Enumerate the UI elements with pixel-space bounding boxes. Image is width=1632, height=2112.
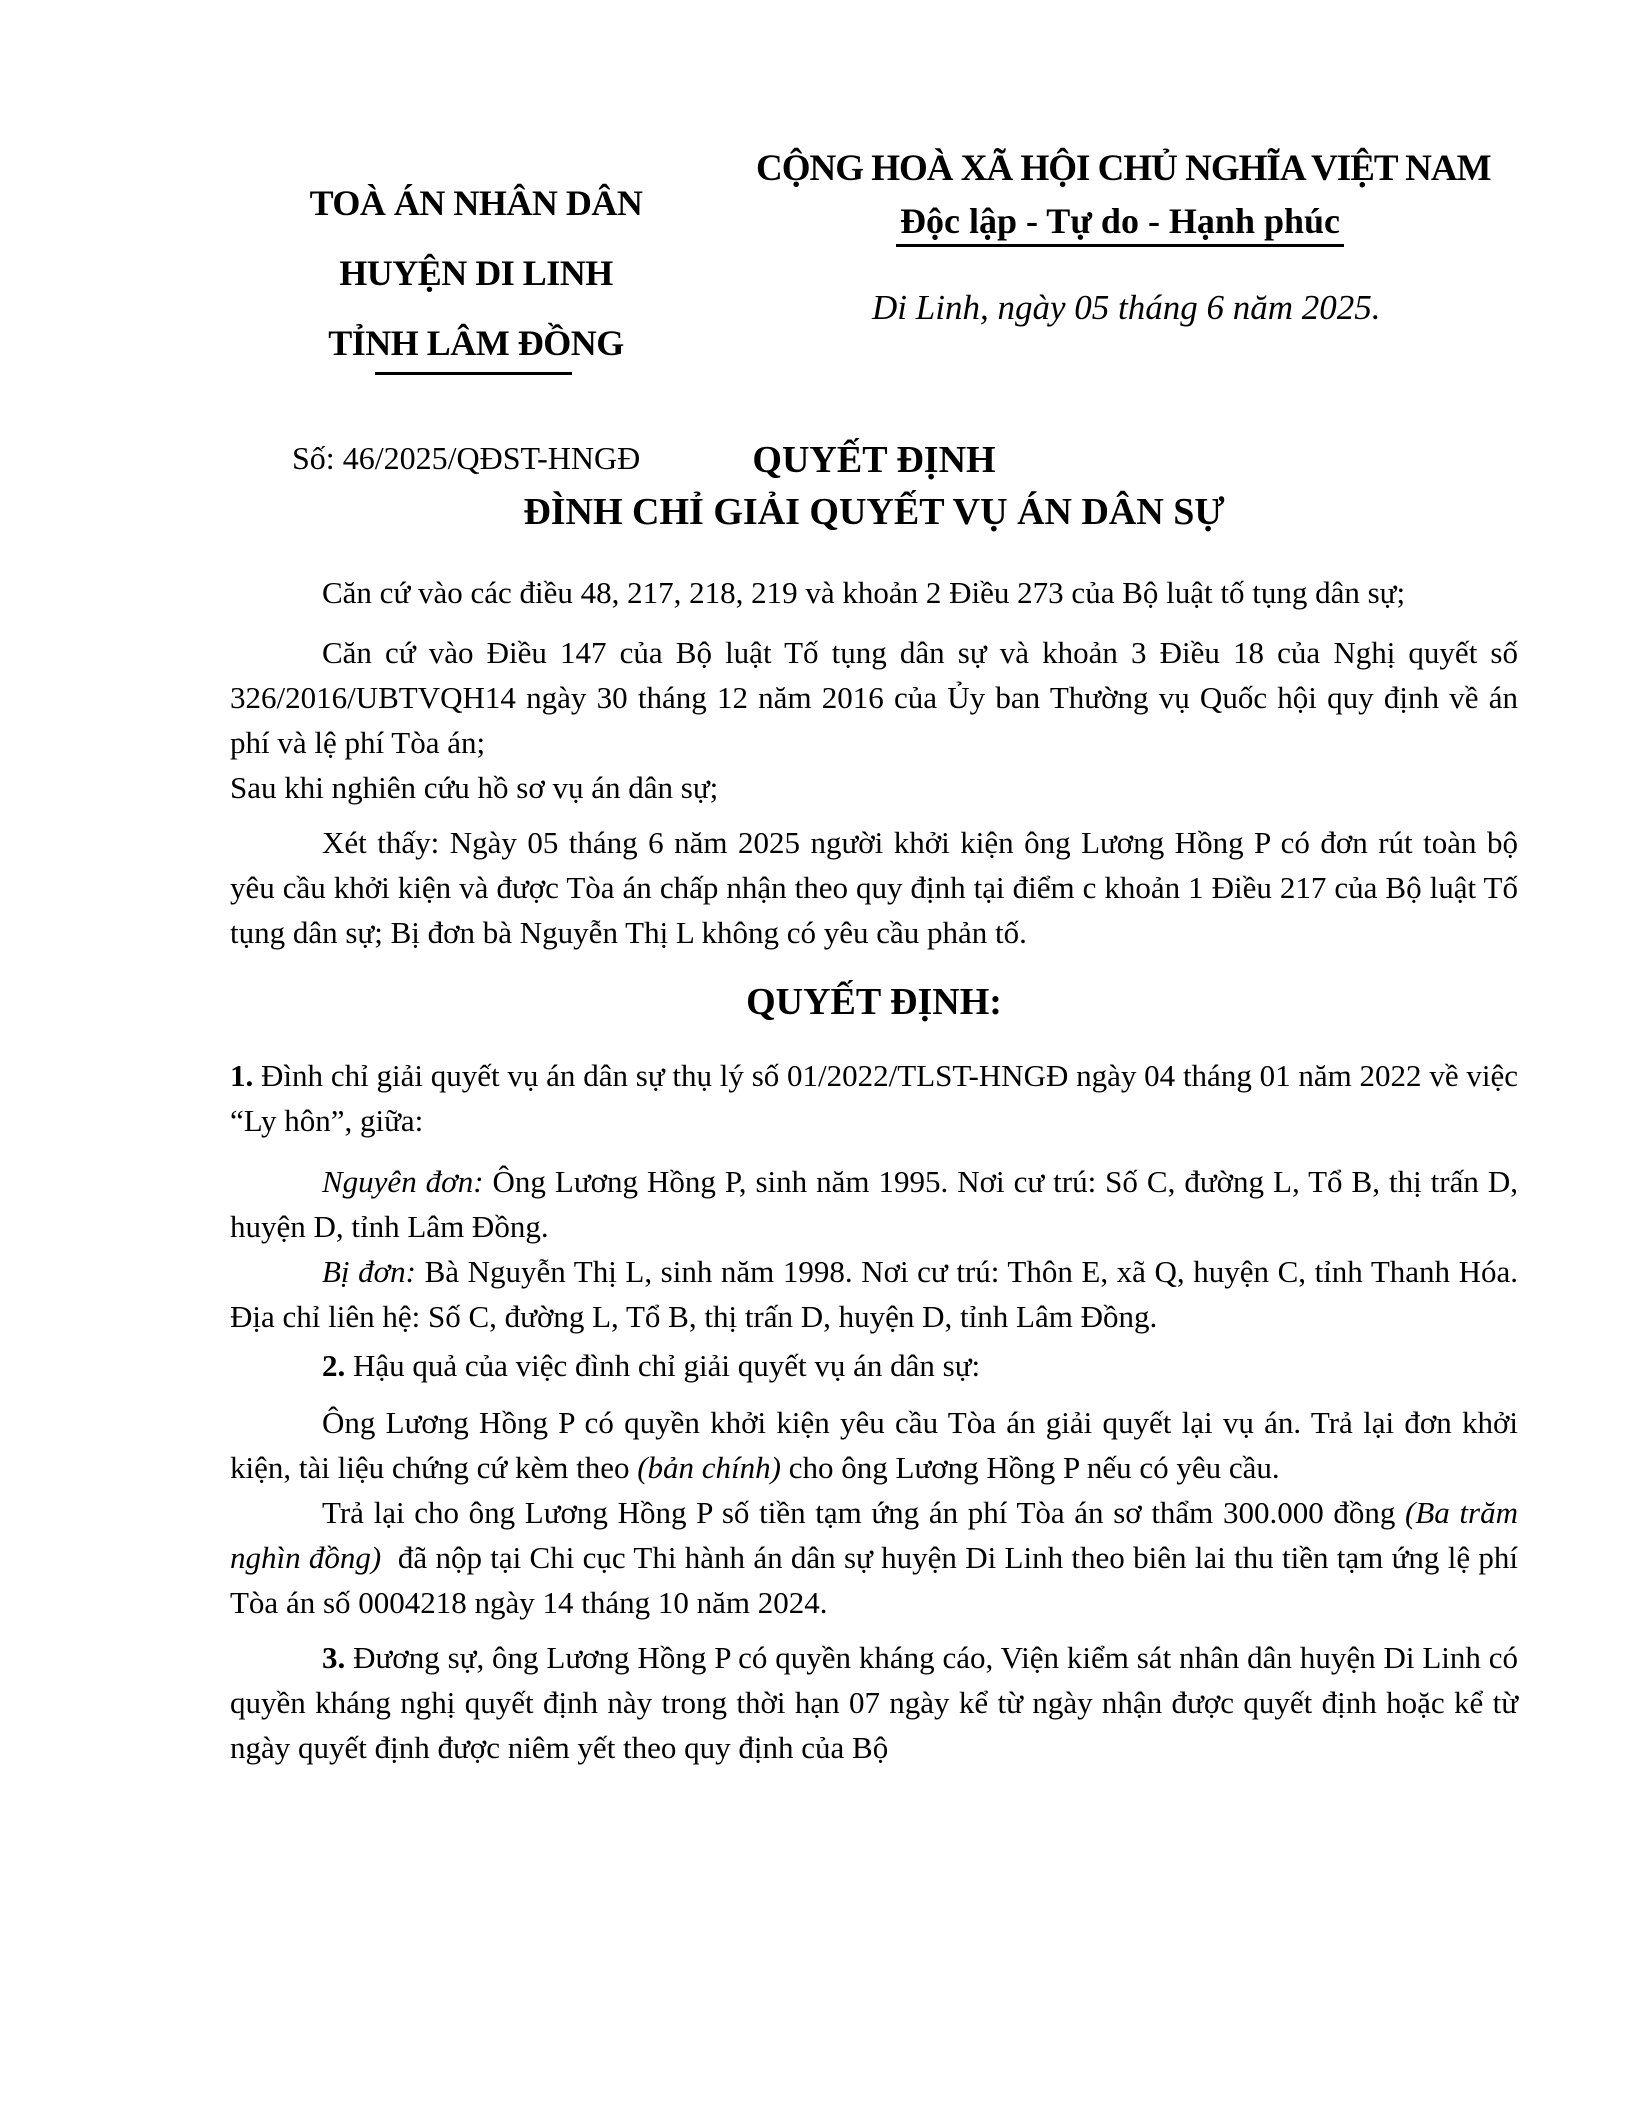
consequence-2-emphasis: (Ba trăm nghìn đồng) [230,1495,1518,1575]
consequence-2-before: Trả lại cho ông Lương Hồng P số tiền tạm ứng án phí Tòa án sơ thẩm 300.000 đồng [322,1495,1406,1530]
national-motto: Độc lập - Tự do - Hạnh phúc [896,200,1344,247]
consequence-1-after: cho ông Lương Hồng P nếu có yêu cầu. [781,1450,1280,1485]
plaintiff-paragraph [230,1159,1518,1249]
court-name-line2: HUYỆN DI LINH [339,253,613,293]
decision-item-2-number: 2. [322,1348,346,1383]
consequence-2-after: đã nộp tại Chi cục Thi hành án dân sự huyện Di Linh theo biên lai thu tiền tạm ứng lệ phí Tòa án số 0004218 ngày 14 tháng 10 năm 2024. [230,1540,1518,1620]
plaintiff-label: Nguyên đơn: [322,1164,484,1199]
place-date-line: Di Linh, ngày 05 tháng 6 năm 2025. [872,288,1381,327]
preamble-findings: Xét thấy: Ngày 05 tháng 6 năm 2025 người khởi kiện ông Lương Hồng P có đơn rút toàn bộ yêu cầu khởi kiện và được Tòa án chấp nhận theo quy định tại điểm c khoản 1 Điều 217 của Bộ luật Tố tụng dân sự; Bị đơn bà Nguyễn Thị L không có yêu cầu phản tố. [230,825,1518,950]
defendant-details: Bà Nguyễn Thị L, sinh năm 1998. Nơi cư trú: Thôn E, xã Q, huyện C, tỉnh Thanh Hóa. Địa chỉ liên hệ: Số C, đường L, Tổ B, thị trấn D, huyện D, tỉnh Lâm Đồng. [230,1254,1518,1334]
title-line2: ĐÌNH CHỈ GIẢI QUYẾT VỤ ÁN DÂN SỰ [523,491,1225,533]
decision-item-3 [230,1635,1518,1770]
preamble-legal-basis-2: Căn cứ vào Điều 147 của Bộ luật Tố tụng dân sự và khoản 3 Điều 18 của Nghị quyết số 326/2016/UBTVQH14 ngày 30 tháng 12 năm 2016 của Ủy ban Thường vụ Quốc hội quy định về án phí và lệ phí Tòa án; [230,635,1518,760]
consequence-1-before: Ông Lương Hồng P có quyền khởi kiện yêu cầu Tòa án giải quyết lại vụ án. Trả lại đơn khởi kiện, tài liệu chứng cứ kèm theo [230,1405,1518,1485]
court-header [266,168,686,378]
decision-item-3-text: Đương sự, ông Lương Hồng P có quyền kháng cáo, Viện kiểm sát nhân dân huyện Di Linh có quyền kháng nghị quyết định này trong thời hạn 07 ngày kể từ ngày nhận được quyết định hoặc kể từ ngày quyết định được niêm yết theo quy định của Bộ [230,1640,1518,1765]
plaintiff-details: Ông Lương Hồng P, sinh năm 1995. Nơi cư trú: Số C, đường L, Tổ B, thị trấn D, huyện D, tỉnh Lâm Đồng. [230,1164,1518,1244]
document-number: Số: 46/2025/QĐST-HNGĐ [292,440,641,476]
defendant-paragraph [230,1249,1518,1339]
preamble-review-note: Sau khi nghiên cứu hồ sơ vụ án dân sự; [230,770,719,805]
national-header [756,146,1491,247]
decision-item-3-number: 3. [322,1640,346,1675]
decision-heading: QUYẾT ĐỊNH: [746,981,1002,1023]
consequence-1-emphasis: (bản chính) [637,1450,781,1485]
national-title: CỘNG HOÀ XÃ HỘI CHỦ NGHĨA VIỆT NAM [756,148,1491,189]
title-line1: QUYẾT ĐỊNH [752,439,996,481]
court-name-line3: TỈNH LÂM ĐỒNG [328,323,624,363]
decision-item-2-text: Hậu quả của việc đình chỉ giải quyết vụ án dân sự: [345,1348,981,1383]
document-title [230,434,1518,538]
court-header-divider [375,372,572,375]
decision-item-1 [230,1053,1518,1143]
document-body [230,562,1518,1770]
court-name-line1: TOÀ ÁN NHÂN DÂN [309,183,643,223]
decision-item-2 [230,1343,1518,1388]
decision-item-1-text: Đình chỉ giải quyết vụ án dân sự thụ lý số 01/2022/TLST-HNGĐ ngày 04 tháng 01 năm 2022 về việc “Ly hôn”, giữa: [230,1058,1518,1138]
defendant-label: Bị đơn: [322,1254,416,1289]
consequence-paragraph-1 [230,1400,1518,1490]
decision-item-1-number: 1. [230,1058,254,1093]
consequence-paragraph-2 [230,1490,1518,1625]
preamble-legal-basis-1: Căn cứ vào các điều 48, 217, 218, 219 và khoản 2 Điều 273 của Bộ luật tố tụng dân sự; [322,575,1406,610]
